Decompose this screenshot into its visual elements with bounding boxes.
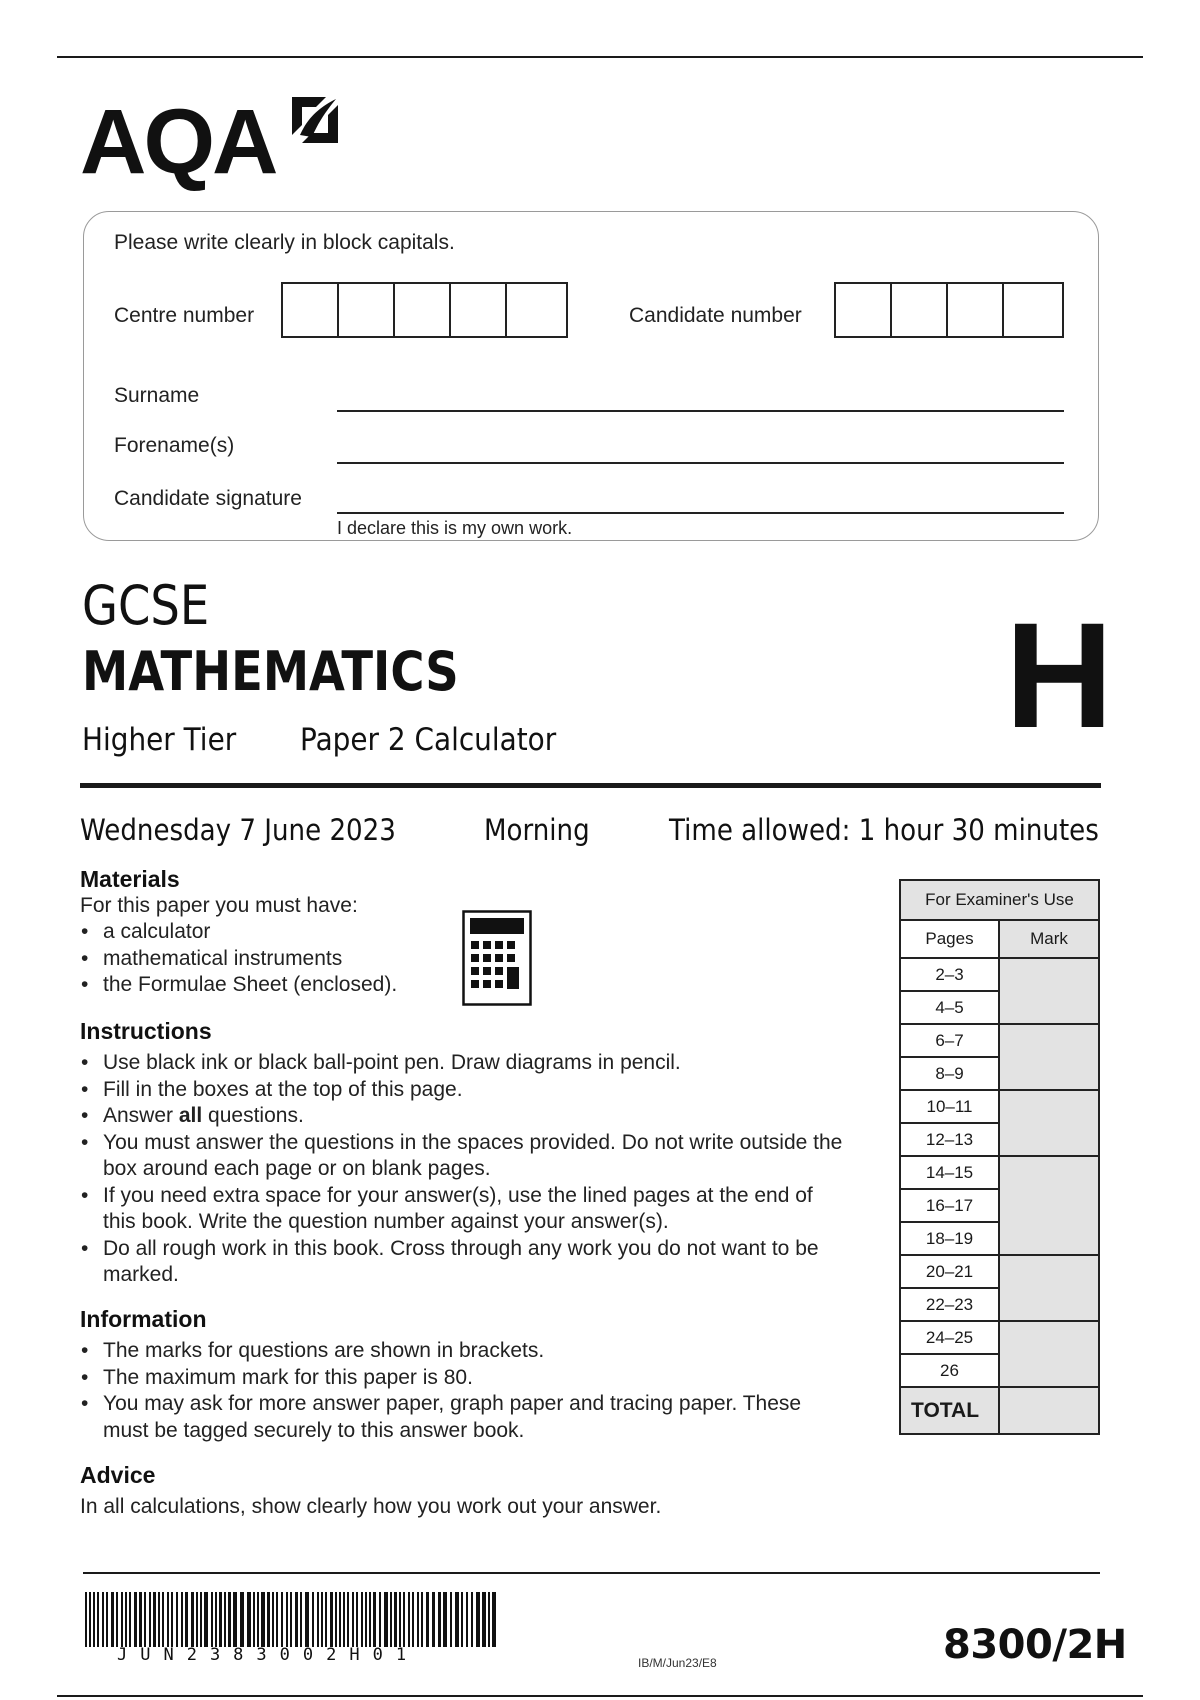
subject-title: MATHEMATICS xyxy=(82,640,459,703)
list-item: • Use black ink or black ball-point pen. Draw diagrams in pencil. xyxy=(80,1050,850,1077)
pages-cell: 12–13 xyxy=(900,1123,999,1156)
centre-digit-box[interactable] xyxy=(395,284,451,336)
title-rule xyxy=(80,783,1101,788)
answer-all-emphasis: all xyxy=(178,1104,203,1127)
information-heading: Information xyxy=(80,1306,207,1332)
materials-list xyxy=(80,919,460,999)
materials-intro: For this paper you must have: xyxy=(80,894,358,917)
examiners-use-table xyxy=(899,879,1100,1435)
pages-cell: 22–23 xyxy=(900,1288,999,1321)
centre-digit-box[interactable] xyxy=(339,284,395,336)
materials-heading: Materials xyxy=(80,866,180,892)
block-capitals-instruction: Please write clearly in block capitals. xyxy=(114,231,455,254)
forename-field[interactable] xyxy=(337,462,1064,464)
pages-cell: 14–15 xyxy=(900,1156,999,1189)
examiners-use-title: For Examiner's Use xyxy=(900,880,1099,920)
footer-rule xyxy=(83,1572,1100,1574)
candidate-digit-box[interactable] xyxy=(836,284,892,336)
pages-cell: 2–3 xyxy=(900,958,999,991)
list-item: • a calculator xyxy=(80,919,460,946)
pages-cell: 8–9 xyxy=(900,1057,999,1090)
centre-digit-box[interactable] xyxy=(507,284,566,336)
paper-code: 8300/2H xyxy=(943,1622,1127,1668)
information-list xyxy=(80,1338,850,1444)
declaration-text: I declare this is my own work. xyxy=(337,518,573,538)
list-item: • Fill in the boxes at the top of this page. xyxy=(80,1077,850,1104)
answer-all-post: questions. xyxy=(202,1104,304,1127)
bottom-rule xyxy=(57,1695,1143,1697)
reference-code: IB/M/Jun23/E8 xyxy=(638,1656,717,1670)
candidate-number-label: Candidate number xyxy=(629,304,802,327)
list-item: • You may ask for more answer paper, graph paper and tracing paper. These must be tagged securely to this answer book. xyxy=(80,1391,850,1444)
total-mark-cell[interactable] xyxy=(999,1387,1099,1434)
paper-label: Paper 2 Calculator xyxy=(300,722,557,758)
candidate-digit-box[interactable] xyxy=(1004,284,1062,336)
pages-cell: 6–7 xyxy=(900,1024,999,1057)
mark-cell[interactable] xyxy=(999,1024,1099,1090)
barcode-icon xyxy=(85,1592,498,1647)
centre-number-boxes[interactable] xyxy=(281,282,568,338)
candidate-digit-box[interactable] xyxy=(948,284,1004,336)
exam-session: Morning xyxy=(484,813,590,847)
aqa-logo xyxy=(80,91,340,193)
list-item: • Do all rough work in this book. Cross through any work you do not want to be marked. xyxy=(80,1236,850,1289)
instructions-list xyxy=(80,1050,850,1289)
list-item: • You must answer the questions in the spaces provided. Do not write outside the box around each page or on blank pages. xyxy=(80,1130,850,1183)
list-item: • The marks for questions are shown in brackets. xyxy=(80,1338,850,1365)
qualification-title: GCSE xyxy=(82,574,210,637)
list-item: • The maximum mark for this paper is 80. xyxy=(80,1365,850,1392)
pages-cell: 18–19 xyxy=(900,1222,999,1255)
pages-cell: 10–11 xyxy=(900,1090,999,1123)
mark-cell[interactable] xyxy=(999,1255,1099,1321)
barcode-text: JUN2383002H01 xyxy=(117,1645,420,1665)
list-item xyxy=(80,1103,850,1130)
centre-digit-box[interactable] xyxy=(283,284,339,336)
pages-cell: 20–21 xyxy=(900,1255,999,1288)
advice-text: In all calculations, show clearly how you work out your answer. xyxy=(80,1495,662,1518)
advice-heading: Advice xyxy=(80,1462,156,1488)
total-label: TOTAL xyxy=(900,1387,999,1434)
mark-cell[interactable] xyxy=(999,958,1099,1024)
pages-cell: 16–17 xyxy=(900,1189,999,1222)
signature-field[interactable] xyxy=(337,512,1064,514)
aqa-logo-text: AQA xyxy=(80,91,276,193)
pages-cell: 26 xyxy=(900,1354,999,1387)
mark-cell[interactable] xyxy=(999,1321,1099,1387)
surname-field[interactable] xyxy=(337,410,1064,412)
candidate-digit-box[interactable] xyxy=(892,284,948,336)
list-item: • mathematical instruments xyxy=(80,946,460,973)
answer-all-pre: Answer xyxy=(103,1104,179,1127)
tier-label: Higher Tier xyxy=(82,722,237,758)
centre-digit-box[interactable] xyxy=(451,284,507,336)
signature-label: Candidate signature xyxy=(114,487,302,510)
mark-cell[interactable] xyxy=(999,1090,1099,1156)
surname-label: Surname xyxy=(114,384,200,407)
exam-date: Wednesday 7 June 2023 xyxy=(80,813,396,847)
top-rule xyxy=(57,56,1143,58)
candidate-number-boxes[interactable] xyxy=(834,282,1064,338)
calculator-icon xyxy=(462,910,532,1006)
instructions-heading: Instructions xyxy=(80,1018,212,1044)
list-item: • the Formulae Sheet (enclosed). xyxy=(80,972,460,999)
tier-letter: H xyxy=(1005,591,1114,759)
forename-label: Forename(s) xyxy=(114,434,235,457)
aqa-logo-mark-icon xyxy=(286,91,344,149)
time-allowed: Time allowed: 1 hour 30 minutes xyxy=(669,813,1099,847)
pages-cell: 24–25 xyxy=(900,1321,999,1354)
centre-number-label: Centre number xyxy=(114,304,255,327)
pages-column-header: Pages xyxy=(900,920,999,958)
mark-column-header: Mark xyxy=(999,920,1099,958)
mark-cell[interactable] xyxy=(999,1156,1099,1255)
list-item: • If you need extra space for your answer(s), use the lined pages at the end of this book. Write the question number against your answer(s). xyxy=(80,1183,850,1236)
pages-cell: 4–5 xyxy=(900,991,999,1024)
